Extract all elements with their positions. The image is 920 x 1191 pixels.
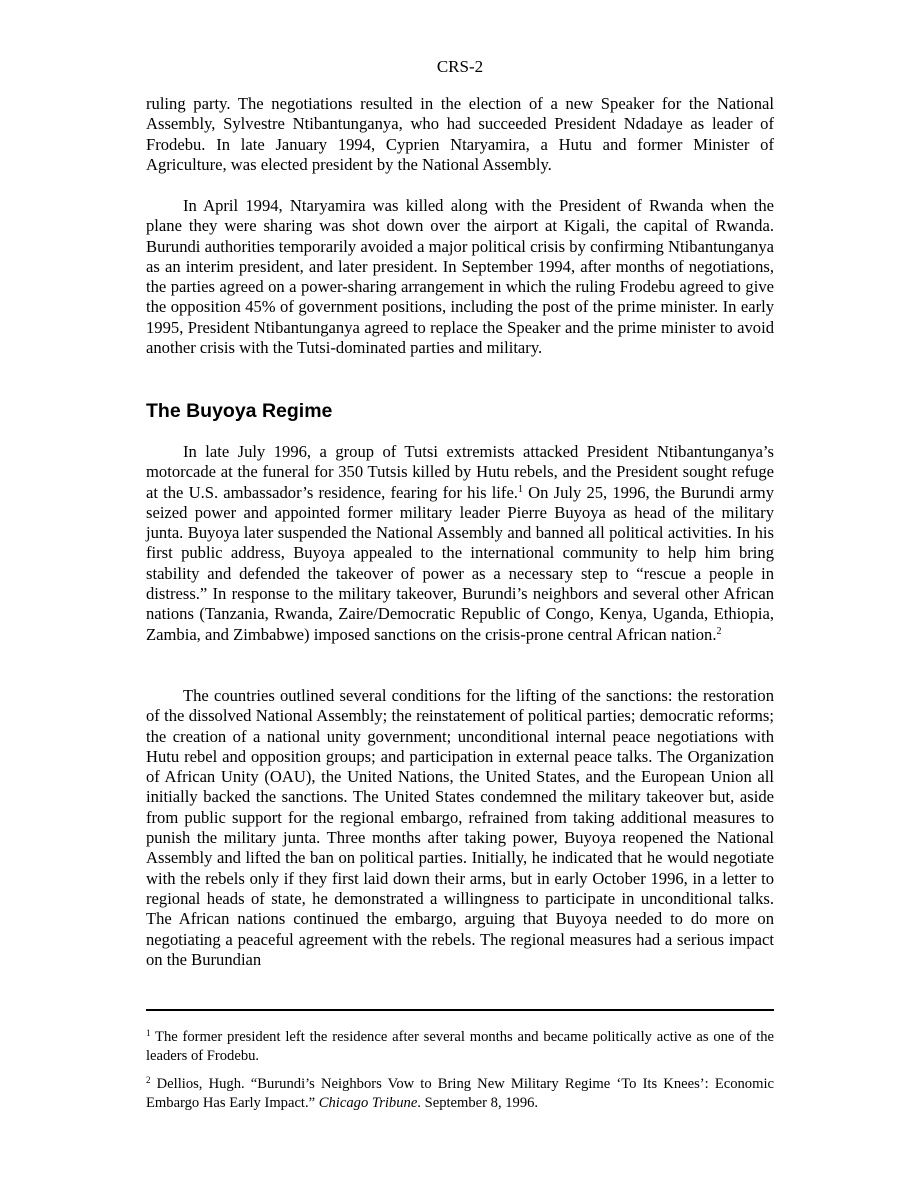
footnote-ref-2[interactable]: 2 <box>716 625 722 637</box>
footnote-separator <box>146 1009 774 1011</box>
footnote-1 <box>146 1028 774 1066</box>
footnote-1-mark: 1 <box>146 1028 151 1038</box>
section-heading: The Buyoya Regime <box>146 400 333 422</box>
footnote-2-source: Chicago Tribune <box>318 1095 418 1111</box>
footnote-2-mark: 2 <box>146 1075 151 1085</box>
footnote-2-text-a: Dellios, Hugh. “Burundi’s Neighbors Vow to Bring New Military Regime ‘To Its Knees’: Economic Embargo Has Early Impact.” <box>146 1076 774 1111</box>
footnote-2 <box>146 1075 774 1113</box>
paragraph-3-part-a: In late July 1996, a group of Tutsi extremists attacked President Ntibantunganya’s motorcade at the funeral for 350 Tutsis killed by Hutu rebels, and the President sought refuge at the U.S. ambassador’s residence, fearing for his life. <box>146 442 774 502</box>
paragraph-1: ruling party. The negotiations resulted in the election of a new Speaker for the National Assembly, Sylvestre Ntibantunganya, who had succeeded President Ndadaye as leader of Frodebu. In late January 1994, Cyprien Ntaryamira, a Hutu and former Minister of Agriculture, was elected president by the National Assembly. <box>146 94 774 174</box>
footnote-1-text: The former president left the residence after several months and became politically active as one of the leaders of Frodebu. <box>146 1029 774 1064</box>
paragraph-2: In April 1994, Ntaryamira was killed along with the President of Rwanda when the plane they were sharing was shot down over the airport at Kigali, the capital of Rwanda. Burundi authorities temporarily avoided a major political crisis by confirming Ntibantunganya as an interim president, and later president. In September 1994, after months of negotiations, the parties agreed on a power-sharing arrangement in which the ruling Frodebu agreed to give the opposition 45% of government positions, including the post of the prime minister. In early 1995, President Ntibantunganya agreed to replace the Speaker and the prime minister to avoid another crisis with the Tutsi-dominated parties and military. <box>146 196 774 358</box>
footnote-ref-1[interactable]: 1 <box>517 483 523 495</box>
paragraph-3 <box>146 442 774 645</box>
page-header: CRS-2 <box>436 57 484 76</box>
paragraph-3-part-b: On July 25, 1996, the Burundi army seized power and appointed former military leader Pierre Buyoya as head of the military junta. Buyoya later suspended the National Assembly and banned all political activities. In his first public address, Buyoya appealed to the international community to help him bring stability and defended the takeover of power as a necessary step to “rescue a people in distress.” In response to the military takeover, Burundi’s neighbors and several other African nations (Tanzania, Rwanda, Zaire/Democratic Republic of Congo, Kenya, Uganda, Ethiopia, Zambia, and Zimbabwe) imposed sanctions on the crisis-prone central African nation. <box>146 482 774 644</box>
paragraph-4: The countries outlined several conditions for the lifting of the sanctions: the restoration of the dissolved National Assembly; the reinstatement of political parties; democratic reforms; the creation of a national unity government; unconditional internal peace negotiations with Hutu rebel and opposition groups; and participation in external peace talks. The Organization of African Unity (OAU), the United Nations, the United States, and the European Union all initially backed the sanctions. The United States condemned the military takeover but, aside from public support for the regional embargo, refrained from taking additional measures to punish the military junta. Three months after taking power, Buyoya reopened the National Assembly and lifted the ban on political parties. Initially, he indicated that he would negotiate with the rebels only if they first laid down their arms, but in early October 1996, in a letter to regional heads of state, he demonstrated a willingness to participate in unconditional talks. The African nations continued the embargo, arguing that Buyoya needed to do more on negotiating a peaceful agreement with the rebels. The regional measures had a serious impact on the Burundian <box>146 686 774 969</box>
footnote-2-text-b: . September 8, 1996. <box>417 1095 539 1111</box>
